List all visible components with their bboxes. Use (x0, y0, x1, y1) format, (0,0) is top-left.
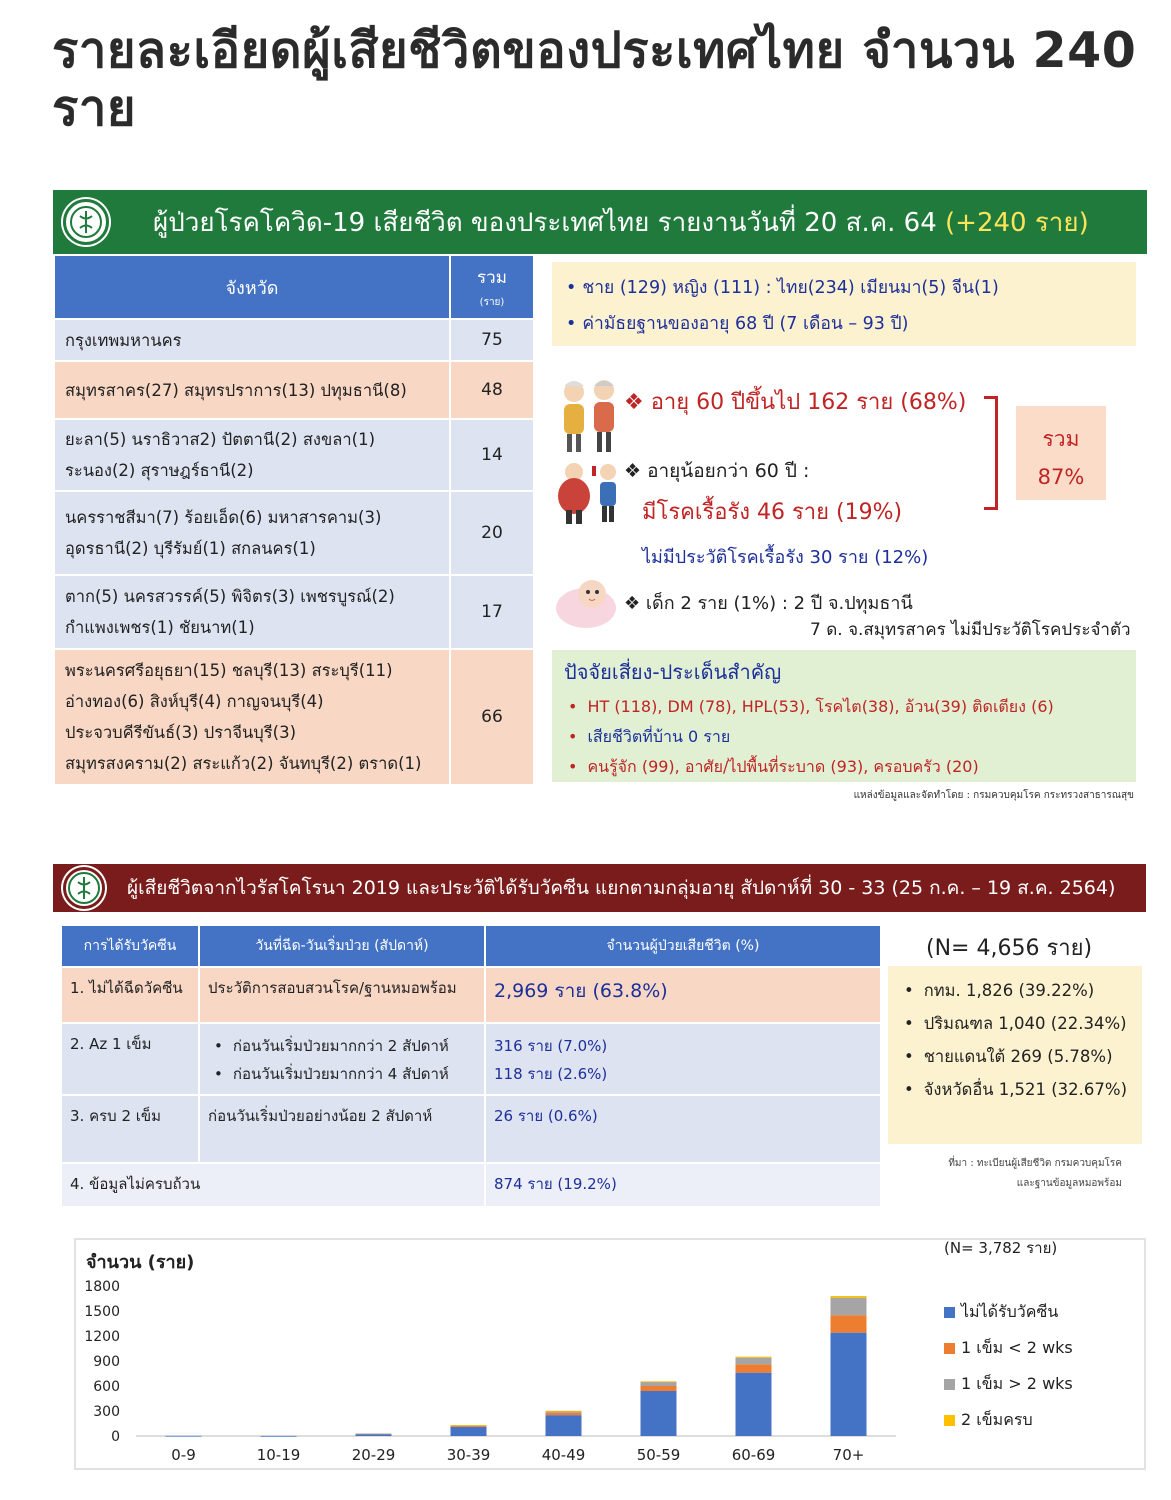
province-cell (55, 576, 451, 648)
total-cell: 75 (481, 330, 503, 350)
legend-label: 1 เข็ม < 2 wks (961, 1338, 1073, 1357)
bar-segment (736, 1364, 772, 1372)
total-cell: 20 (481, 523, 503, 543)
province-table (55, 256, 533, 784)
bar-segment (451, 1426, 487, 1427)
col-vaccine-status: การได้รับวัคซีน (62, 926, 200, 966)
panel1-header (53, 190, 1147, 254)
province-line: กรุงเทพมหานคร (65, 330, 182, 350)
region-text: กทม. 1,826 (39.22%) (923, 981, 1095, 1000)
y-tick-label: 1800 (84, 1279, 120, 1295)
panel1-header-highlight: (+240 ราย) (945, 207, 1089, 238)
legend-swatch (944, 1343, 955, 1354)
ministry-logo-icon (63, 867, 105, 909)
timing-item (208, 1060, 476, 1088)
region-item (898, 1007, 1132, 1040)
baby-icon (552, 574, 620, 634)
col-total (451, 256, 533, 318)
x-tick-label: 10-19 (256, 1446, 301, 1464)
risk-item (564, 692, 1124, 722)
bar-segment (546, 1413, 582, 1416)
kids-text-2: 7 ด. จ.สมุทรสาคร ไม่มีประวัติโรคประจำตัว (810, 620, 1131, 640)
province-cell (55, 420, 451, 490)
legend-swatch (944, 1307, 955, 1318)
legend-label: 2 เข็มครบ (961, 1410, 1033, 1429)
region-text: ชายแดนใต้ 269 (5.78%) (923, 1047, 1113, 1066)
risk-item (564, 722, 1124, 752)
bullet-icon: • (568, 757, 578, 776)
bullet-icon: • (568, 727, 578, 746)
chronic-disease-people-icon (554, 460, 630, 528)
timing-cell: ประวัติการสอบสวนโรค/ฐานหมอพร้อม (200, 968, 486, 1022)
table-row (55, 574, 533, 648)
elderly-couple-icon (556, 372, 624, 460)
total-n: (N= 4,656 ราย) (926, 936, 1093, 961)
bullet-icon: • (214, 1037, 223, 1055)
province-line: สมุทรสงคราม(2) สระแก้ว(2) จันทบุรี(2) ตราด(1) (65, 754, 422, 773)
page-title: รายละเอียดผู้เสียชีวิตของประเทศไทย จำนวน 240 ราย (52, 22, 1137, 137)
deaths-text: 118 ราย (2.6%) (494, 1065, 608, 1083)
province-line: อ่างทอง(6) สิงห์บุรี(4) กาญจนบุรี(4) (65, 692, 324, 711)
deaths-text: 316 ราย (7.0%) (494, 1037, 608, 1055)
bullet-icon: • (214, 1065, 223, 1083)
chart-legend (944, 1294, 1073, 1438)
legend-item (944, 1330, 1073, 1366)
panel2-header (53, 864, 1146, 912)
timing-cell (200, 1024, 486, 1094)
province-line: กำแพงเพชร(1) ชัยนาท(1) (65, 618, 255, 637)
table-row (55, 648, 533, 784)
vaccine-table (62, 926, 882, 1206)
y-tick-label: 300 (93, 1404, 120, 1420)
timing-text: ก่อนวันเริ่มป่วยมากกว่า 2 สัปดาห์ (232, 1037, 449, 1055)
total-cell: 17 (481, 602, 503, 622)
under60-text: ❖ อายุน้อยกว่า 60 ปี : (624, 460, 810, 482)
source-line: ที่มา : ทะเบียนผู้เสียชีวิต กรมควบคุมโรค (948, 1158, 1122, 1169)
table-row (62, 966, 882, 1022)
province-cell (55, 362, 451, 418)
vaccine-status-cell: 1. ไม่ได้ฉีดวัคซีน (62, 968, 200, 1022)
vaccine-status-cell: 4. ข้อมูลไม่ครบถ้วน (62, 1164, 486, 1206)
deaths-cell: 2,969 ราย (63.8%) (486, 968, 882, 1022)
demographics-item (566, 306, 1122, 342)
bar-segment (641, 1381, 677, 1382)
timing-text: ก่อนวันเริ่มป่วยมากกว่า 4 สัปดาห์ (232, 1065, 449, 1083)
table-row (62, 1094, 882, 1162)
y-tick-label: 600 (93, 1379, 120, 1395)
deaths-cell: 26 ราย (0.6%) (486, 1096, 882, 1162)
bar-segment (641, 1382, 677, 1386)
table-row (55, 360, 533, 418)
x-tick-label: 0-9 (171, 1446, 196, 1464)
province-cell (55, 650, 451, 784)
risk-item-text: เสียชีวิตที่บ้าน 0 ราย (587, 727, 731, 746)
region-text: จังหวัดอื่น 1,521 (32.67%) (923, 1080, 1128, 1099)
bracket-shape (984, 396, 998, 510)
col-total-label: รวม (477, 268, 507, 288)
bar-segment (356, 1434, 392, 1435)
region-box (888, 966, 1142, 1144)
col-deaths: จำนวนผู้ป่วยเสียชีวิต (%) (486, 926, 882, 966)
bar-segment (736, 1357, 772, 1358)
age-breakdown (552, 360, 1142, 650)
kids-text-1: ❖ เด็ก 2 ราย (1%) : 2 ปี จ.ปทุมธานี (624, 593, 913, 614)
total-cell: 48 (481, 380, 503, 400)
vaccine-status-cell: 2. Az 1 เข็ม (62, 1024, 200, 1094)
table-row (55, 490, 533, 574)
bar-segment (261, 1436, 297, 1437)
province-line: ยะลา(5) นราธิวาส2) ปัตตานี(2) สงขลา(1) (65, 430, 376, 449)
bar-segment (736, 1358, 772, 1365)
province-line: ประจวบคีรีขันธ์(3) ปราจีนบุรี(3) (65, 723, 297, 742)
bullet-icon: • (904, 1047, 914, 1066)
bullet-icon: • (568, 697, 578, 716)
x-tick-label: 20-29 (351, 1446, 396, 1464)
vaccine-status-cell: 3. ครบ 2 เข็ม (62, 1096, 200, 1162)
table-row (55, 318, 533, 360)
timing-cell: ก่อนวันเริ่มป่วยอย่างน้อย 2 สัปดาห์ (200, 1096, 486, 1162)
bullet-icon: • (566, 314, 577, 334)
bullet-icon: • (904, 981, 914, 1000)
risk-item-text: HT (118), DM (78), HPL(53), โรคไต(38), อ้วน(39) ติดเตียง (6) (587, 697, 1054, 716)
bar-segment (451, 1425, 487, 1426)
demographics-item (566, 270, 1122, 306)
province-cell (55, 320, 451, 360)
chart-svg (76, 1240, 916, 1472)
x-tick-label: 70+ (832, 1446, 865, 1464)
y-tick-label: 1500 (84, 1304, 120, 1320)
total-cell: 14 (481, 445, 503, 465)
bar-segment (166, 1436, 202, 1437)
legend-swatch (944, 1415, 955, 1426)
legend-item (944, 1294, 1073, 1330)
province-cell (55, 492, 451, 574)
bar-segment (831, 1333, 867, 1436)
bar-segment (831, 1296, 867, 1298)
panel1-source: แหล่งข้อมูลและจัดทำโดย : กรมควบคุมโรค กระทรวงสาธารณสุข (853, 790, 1134, 801)
x-tick-label: 50-59 (636, 1446, 681, 1464)
province-line: สมุทรสาคร(27) สมุทรปราการ(13) ปทุมธานี(8) (65, 380, 407, 400)
timing-item (208, 1032, 476, 1060)
deaths-cell (486, 1024, 882, 1094)
bar-segment (831, 1315, 867, 1333)
col-province: จังหวัด (55, 256, 451, 318)
bullet-icon: • (904, 1080, 914, 1099)
bar-segment (546, 1411, 582, 1412)
source-line: และฐานข้อมูลหมอพร้อม (1016, 1178, 1122, 1189)
province-line: อุดรธานี(2) บุรีรัมย์(1) สกลนคร(1) (65, 539, 316, 558)
province-line: ระนอง(2) สุราษฎร์ธานี(2) (65, 461, 254, 480)
table-row (62, 1022, 882, 1094)
region-item (898, 1040, 1132, 1073)
bullet-icon: • (566, 278, 577, 298)
province-line: นครราชสีมา(7) ร้อยเอ็ด(6) มหาสารคาม(3) (65, 508, 382, 527)
bar-segment (831, 1298, 867, 1316)
total-cell: 66 (481, 707, 503, 727)
panel1-header-title (153, 202, 1089, 243)
sum-box (1016, 406, 1106, 500)
x-tick-label: 30-39 (446, 1446, 491, 1464)
risk-title: ปัจจัยเสี่ยง-ประเด็นสำคัญ (564, 660, 782, 684)
risk-item-text: คนรู้จัก (99), อาศัย/ไปพื้นที่ระบาด (93), ครอบครัว (20) (587, 757, 979, 776)
demographics-box (552, 262, 1136, 346)
y-tick-label: 0 (111, 1429, 120, 1445)
bar-segment (546, 1415, 582, 1436)
legend-item (944, 1366, 1073, 1402)
bar-segment (641, 1386, 677, 1391)
sum-label: รวม (1042, 427, 1080, 451)
col-timing: วันที่ฉีด-วันเริ่มป่วย (สัปดาห์) (200, 926, 486, 966)
vaccine-table-header (62, 926, 882, 966)
y-tick-label: 1200 (84, 1329, 120, 1345)
region-text: ปริมณฑล 1,040 (22.34%) (923, 1014, 1127, 1033)
x-tick-label: 40-49 (541, 1446, 586, 1464)
bar-segment (736, 1373, 772, 1436)
y-axis-label: จำนวน (ราย) (86, 1252, 195, 1273)
col-total-unit: (ราย) (479, 297, 505, 308)
y-tick-label: 900 (93, 1354, 120, 1370)
age60-text: ❖ อายุ 60 ปีขึ้นไป 162 ราย (68%) (624, 390, 967, 415)
table-row (55, 418, 533, 490)
demographics-text: ค่ามัธยฐานของอายุ 68 ปี (7 เดือน – 93 ปี) (582, 314, 909, 334)
province-line: ตาก(5) นครสวรรค์(5) พิจิตร(3) เพชรบูรณ์(2) (65, 587, 395, 606)
legend-swatch (944, 1379, 955, 1390)
bar-segment (451, 1427, 487, 1436)
no-chronic-text: ไม่มีประวัติโรคเรื้อรัง 30 ราย (12%) (642, 547, 929, 568)
demographics-text: ชาย (129) หญิง (111) : ไทย(234) เมียนมา(5) จีน(1) (582, 278, 999, 298)
province-table-header (55, 256, 533, 318)
legend-label: ไม่ได้รับวัคซีน (961, 1302, 1059, 1321)
panel1-header-text: ผู้ป่วยโรคโควิด-19 เสียชีวิต ของประเทศไทย รายงานวันที่ 20 ส.ค. 64 (153, 207, 937, 238)
table-row (62, 1162, 882, 1206)
deaths-cell: 874 ราย (19.2%) (486, 1164, 882, 1206)
chronic-disease-text: มีโรคเรื้อรัง 46 ราย (19%) (642, 500, 903, 525)
panel2-header-title: ผู้เสียชีวิตจากไวรัสโคโรนา 2019 และประวัติได้รับวัคซีน แยกตามกลุ่มอายุ สัปดาห์ที่ 30 - 33 (25 ก.ค. – 19 ส.ค. 2564) (127, 877, 1116, 899)
region-item (898, 1073, 1132, 1106)
region-item (898, 974, 1132, 1007)
province-line: พระนครศรีอยุธยา(15) ชลบุรี(13) สระบุรี(11) (65, 661, 393, 680)
risk-item (564, 752, 1124, 782)
sum-value: 87% (1037, 465, 1085, 489)
bar-segment (641, 1391, 677, 1436)
panel2-source (900, 1154, 1122, 1194)
ministry-logo-icon (63, 199, 109, 245)
x-tick-label: 60-69 (731, 1446, 776, 1464)
chart-n-label: (N= 3,782 ราย) (944, 1239, 1058, 1257)
bullet-icon: • (904, 1014, 914, 1033)
legend-label: 1 เข็ม > 2 wks (961, 1374, 1073, 1393)
risk-factors-box (552, 650, 1136, 782)
legend-item (944, 1402, 1073, 1438)
